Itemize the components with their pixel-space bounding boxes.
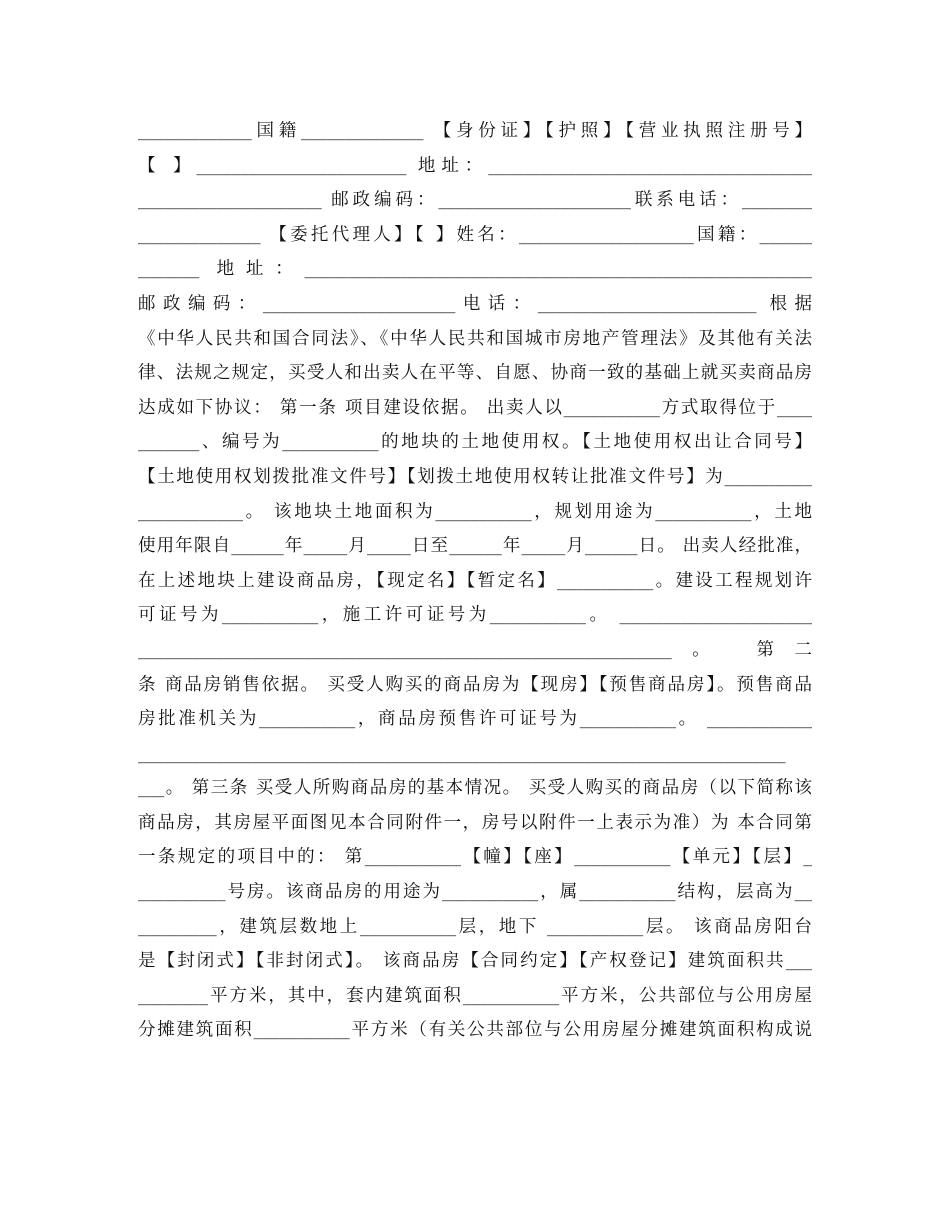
- text-line: 一条规定的项目中的： 第___________【幢】【座】___________【单元】【层】_: [138, 847, 812, 868]
- text-line: ________平方米，其中，套内建筑面积___________平方米，公共部位与公用房屋: [138, 985, 812, 1006]
- text-line: 房批准机关为___________，商品房预售许可证号为___________。 ____________: [138, 709, 812, 730]
- text-line: 邮政编码：______________________电话：_________________________ 根据: [138, 293, 812, 314]
- text-line: _______ 地址：__________________________________________________________: [138, 259, 812, 280]
- text-line: _____________________________________________________________。 第二: [138, 639, 812, 660]
- contract-body: [138, 120, 812, 1054]
- text-line: _______、编号为___________的地块的土地使用权。【土地使用权出让合同号】: [138, 432, 812, 453]
- text-line: 商品房，其房屋平面图见本合同附件一，房号以附件一上表示为准）为 本合同第: [138, 812, 812, 833]
- text-line: _____________________ 邮政编码：______________________联系电话：________: [138, 190, 812, 211]
- text-line: 可证号为___________，施工许可证号为___________。 ______________________: [138, 605, 812, 626]
- text-line: __________号房。该商品房的用途为___________，属___________结构，层高为__: [138, 882, 812, 903]
- text-line: 是【封闭式】【非封闭式】。 该商品房【合同约定】【产权登记】建筑面积共___: [138, 951, 812, 972]
- text-line: _________，建筑层数地上___________层，地下 ___________层。 该商品房阳台: [138, 916, 812, 937]
- text-line: 《中华人民共和国合同法》、《中华人民共和国城市房地产管理法》及其他有关法: [138, 328, 812, 349]
- text-line: 使用年限自______年_____月_____日至______年_____月______日。 出卖人经批准，: [138, 536, 812, 557]
- text-line: ______________ 【委托代理人】【 】姓名：____________________国籍：______: [138, 224, 812, 245]
- text-line: 条 商品房销售依据。 买受人购买的商品房为【现房】【预售商品房】。预售商品: [138, 674, 812, 695]
- text-line: ____________。 该地块土地面积为___________，规划用途为___________，土地: [138, 501, 812, 522]
- text-line: 达成如下协议： 第一条 项目建设依据。 出卖人以___________方式取得位于____: [138, 397, 812, 418]
- text-line: _____________国籍______________ 【身份证】【护照】【营业执照注册号】: [138, 121, 812, 141]
- text-line: 分摊建筑面积___________平方米（有关公共部位与公用房屋分摊建筑面积构成说: [138, 1020, 812, 1041]
- text-line: ___。 第三条 买受人所购商品房的基本情况。 买受人购买的商品房（以下简称该: [138, 778, 812, 799]
- text-line: __________________________________________________________________________: [138, 743, 786, 764]
- text-line: 【 】________________________ 地址：_____________________________________: [138, 155, 812, 176]
- text-line: 【土地使用权划拨批准文件号】【划拨土地使用权转让批准文件号】为__________: [138, 466, 812, 487]
- text-line: 律、法规之规定，买受人和出卖人在平等、自愿、协商一致的基础上就买卖商品房: [138, 363, 812, 384]
- text-line: 在上述地块上建设商品房，【现定名】【暂定名】___________。建设工程规划许: [138, 570, 812, 591]
